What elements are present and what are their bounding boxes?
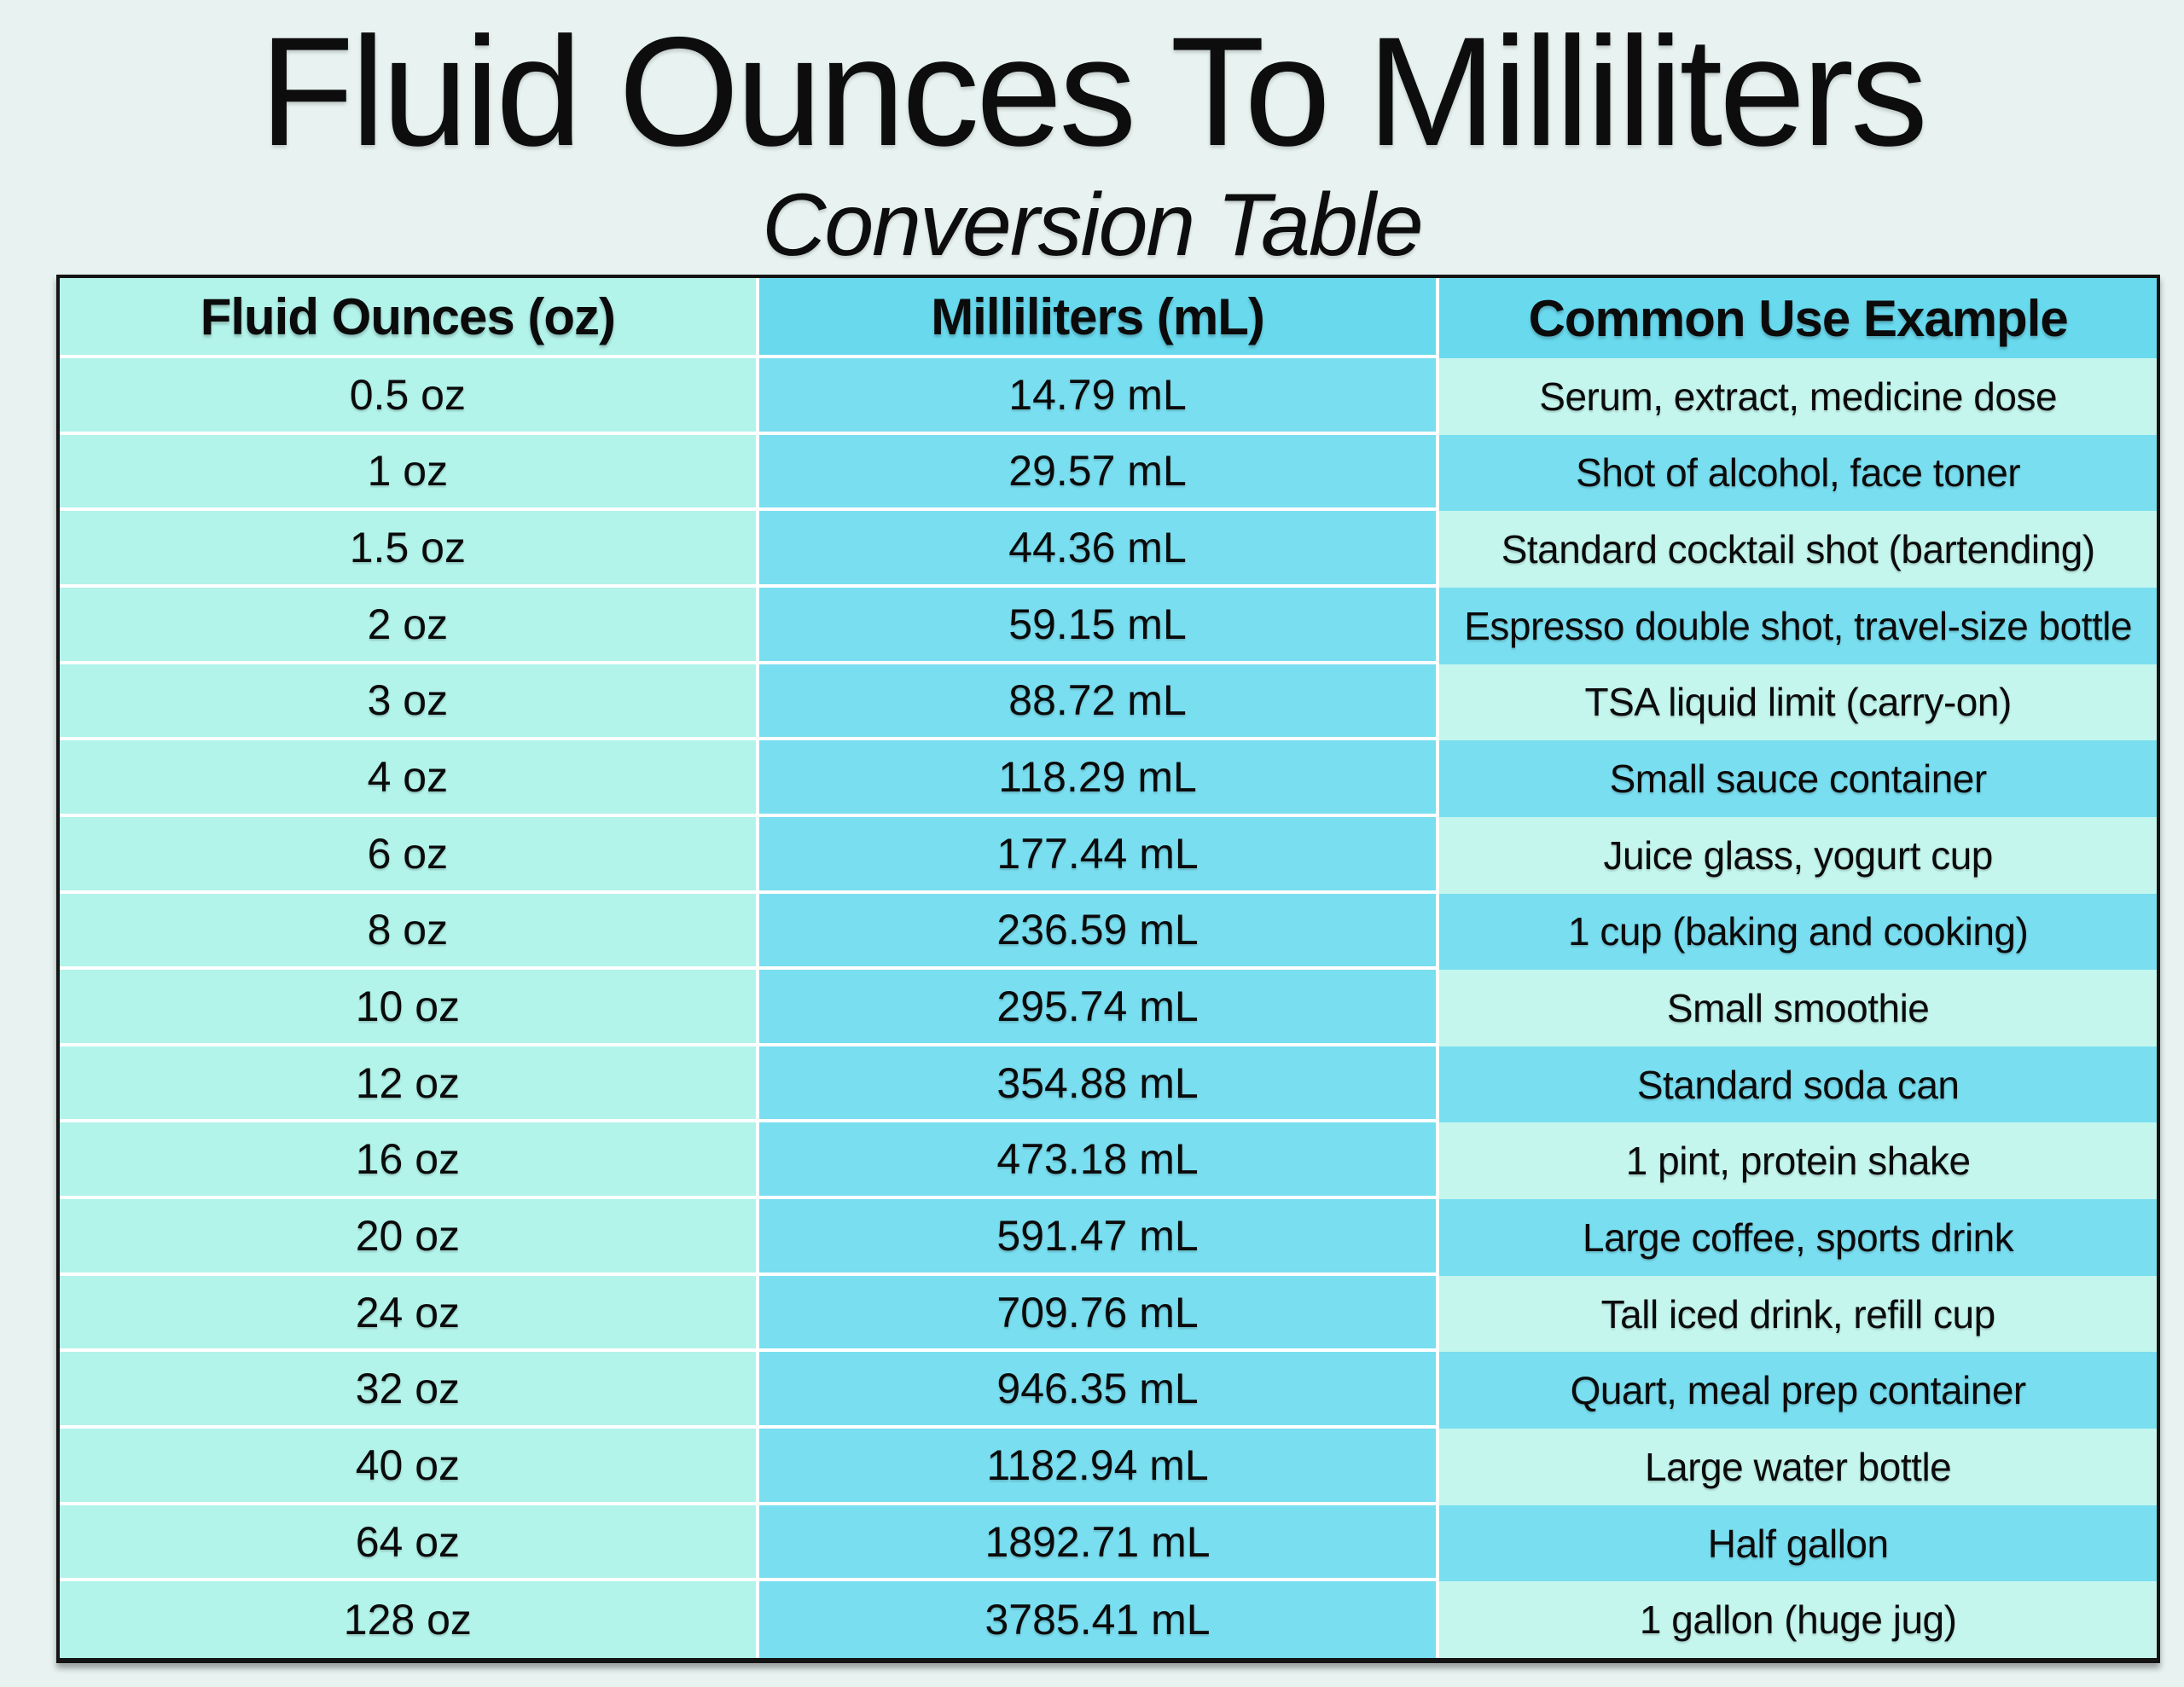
column-header-fluid-ounces: Fluid Ounces (oz) (60, 278, 759, 358)
table-cell-milliliters: 1182.94 mL (759, 1429, 1440, 1505)
table-cell-example: 1 pint, protein shake (1439, 1122, 2157, 1199)
table-cell-example: Large coffee, sports drink (1439, 1199, 2157, 1276)
table-cell-example: Small sauce container (1439, 740, 2157, 817)
page-title: Fluid Ounces To Milliliters (259, 4, 1925, 178)
table-cell-example: Tall iced drink, refill cup (1439, 1276, 2157, 1353)
table-cell-example: Standard soda can (1439, 1046, 2157, 1123)
table-cell-ounces: 12 oz (60, 1046, 759, 1123)
table-cell-milliliters: 59.15 mL (759, 588, 1440, 664)
table-cell-ounces: 40 oz (60, 1429, 759, 1505)
table-cell-ounces: 4 oz (60, 740, 759, 817)
table-cell-milliliters: 236.59 mL (759, 894, 1440, 971)
table-cell-example: Serum, extract, medicine dose (1439, 358, 2157, 435)
table-cell-milliliters: 473.18 mL (759, 1122, 1440, 1199)
table-cell-ounces: 1.5 oz (60, 511, 759, 588)
table-cell-milliliters: 295.74 mL (759, 970, 1440, 1046)
table-cell-milliliters: 29.57 mL (759, 435, 1440, 512)
table-cell-milliliters: 88.72 mL (759, 664, 1440, 741)
table-cell-milliliters: 177.44 mL (759, 817, 1440, 894)
table-cell-milliliters: 14.79 mL (759, 358, 1440, 435)
table-cell-ounces: 128 oz (60, 1581, 759, 1658)
table-cell-example: Quart, meal prep container (1439, 1352, 2157, 1429)
table-cell-ounces: 10 oz (60, 970, 759, 1046)
table-cell-milliliters: 591.47 mL (759, 1199, 1440, 1276)
table-cell-milliliters: 354.88 mL (759, 1046, 1440, 1123)
table-cell-example: 1 gallon (huge jug) (1439, 1581, 2157, 1658)
table-cell-example: Standard cocktail shot (bartending) (1439, 511, 2157, 588)
conversion-table (56, 275, 2160, 1663)
column-header-milliliters: Milliliters (mL) (759, 278, 1440, 358)
table-cell-example: Juice glass, yogurt cup (1439, 817, 2157, 894)
table-cell-example: Large water bottle (1439, 1429, 2157, 1505)
page-subtitle: Conversion Table (762, 176, 1422, 275)
table-cell-example: TSA liquid limit (carry-on) (1439, 664, 2157, 741)
table-cell-milliliters: 709.76 mL (759, 1276, 1440, 1353)
table-cell-milliliters: 946.35 mL (759, 1352, 1440, 1429)
column-header-common-use: Common Use Example (1439, 278, 2157, 358)
table-cell-ounces: 6 oz (60, 817, 759, 894)
table-cell-example: Espresso double shot, travel-size bottle (1439, 588, 2157, 664)
table-cell-ounces: 3 oz (60, 664, 759, 741)
table-cell-milliliters: 118.29 mL (759, 740, 1440, 817)
table-cell-example: Shot of alcohol, face toner (1439, 435, 2157, 512)
table-cell-ounces: 8 oz (60, 894, 759, 971)
table-cell-ounces: 32 oz (60, 1352, 759, 1429)
table-cell-ounces: 1 oz (60, 435, 759, 512)
table-cell-milliliters: 1892.71 mL (759, 1505, 1440, 1582)
table-cell-ounces: 16 oz (60, 1122, 759, 1199)
table-cell-milliliters: 44.36 mL (759, 511, 1440, 588)
table-cell-ounces: 24 oz (60, 1276, 759, 1353)
table-cell-example: Small smoothie (1439, 970, 2157, 1046)
table-cell-milliliters: 3785.41 mL (759, 1581, 1440, 1658)
table-cell-example: Half gallon (1439, 1505, 2157, 1582)
conversion-table-grid (60, 278, 2157, 1658)
table-cell-ounces: 64 oz (60, 1505, 759, 1582)
table-cell-example: 1 cup (baking and cooking) (1439, 894, 2157, 971)
table-cell-ounces: 20 oz (60, 1199, 759, 1276)
table-cell-ounces: 2 oz (60, 588, 759, 664)
table-cell-ounces: 0.5 oz (60, 358, 759, 435)
